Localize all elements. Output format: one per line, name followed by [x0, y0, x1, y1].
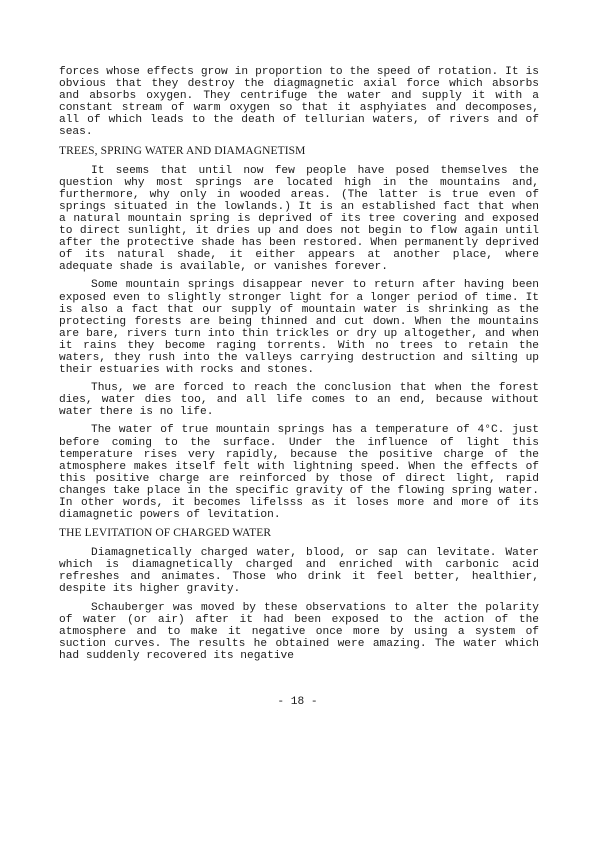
page-body	[59, 66, 539, 668]
paragraph: It seems that until now few people have posed themselves the question why most springs are located high in the mountains and, furthermore, why only in wooded areas. (The latter is true even of springs situated in the lowlands.) It is an established fact that when a natural mountain spring is deprived of its tree covering and exposed to direct sunlight, it dries up and does not begin to flow again until after the protective shade has been restored. When permanently deprived of its natural shade, it either appears at another place, where adequate shade is available, or vanishes forever.	[59, 164, 539, 274]
paragraph: Diamagnetically charged water, blood, or sap can levitate. Water which is diamagnetically charged and enriched with carbonic acid refreshes and animates. Those who drink it feel better, healthier, despite its higher gravity.	[59, 547, 539, 596]
paragraph: Schauberger was moved by these observations to alter the polarity of water (or air) after it had been exposed to the action of the atmosphere and to make it negative once more by using a system of suction curves. The results he obtained were amazing. The water which had suddenly recovered its negative	[59, 601, 539, 662]
intro-paragraph: forces whose effects grow in proportion to the speed of rotation. It is obvious that they destroy the diagmagnetic axial force which absorbs and absorbs oxygen. They centrifuge the water and supply it with a constant stream of warm oxygen so that it asphyiates and decomposes, all of which leads to the death of tellurian waters, of rivers and of seas.	[59, 66, 539, 139]
section-heading-levitation: THE LEVITATION OF CHARGED WATER	[59, 527, 272, 540]
paragraph: The water of true mountain springs has a temperature of 4°C. just before coming to the surface. Under the influence of light this temperature rises very rapidly, because the positive charge of the atmosphere makes itself felt with lightning speed. When the effects of this positive charge are reinforced by those of direct light, rapid changes take place in the specific gravity of the flowing spring water. In other words, it becomes lifelsss as it loses more and more of its diamagnetic powers of levitation.	[59, 424, 539, 522]
paragraph: Some mountain springs disappear never to return after having been exposed even to slightly stronger light for a longer period of time. It is also a fact that our supply of mountain water is shrinking as the protecting forests are being thinned and cut down. When the mountains are bare, rivers turn into thin trickles or dry up altogether, and when it rains they become raging torrents. With no trees to retain the waters, they rush into the valleys carrying destruction and silting up their estuaries with rocks and stones.	[59, 279, 539, 377]
page-number: - 18 -	[277, 696, 318, 708]
paragraph: Thus, we are forced to reach the conclusion that when the forest dies, water dies too, and all life comes to an end, because without water there is no life.	[59, 382, 539, 419]
section-heading-trees: TREES, SPRING WATER AND DIAMAGNETISM	[59, 144, 306, 157]
